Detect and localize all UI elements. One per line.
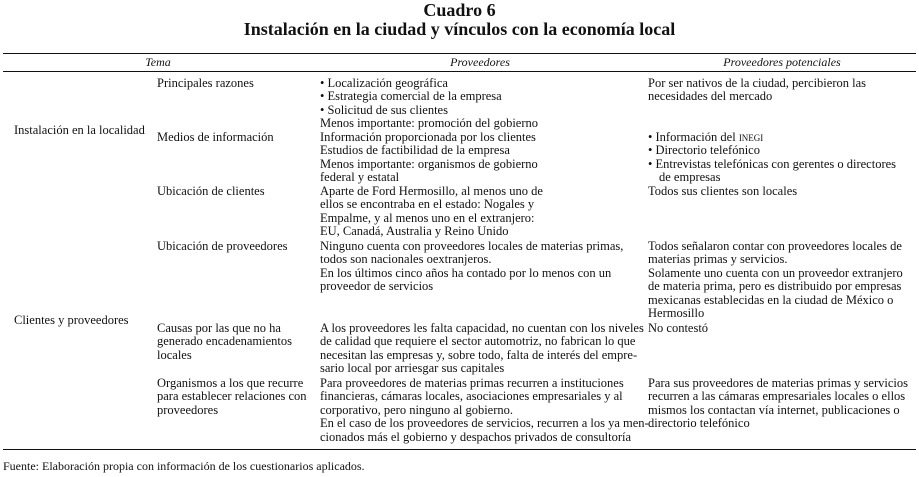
- table-caption-title: Instalación en la ciudad y vínculos con la economía local: [243, 19, 676, 39]
- topic-line: Ubicación de clientes: [157, 184, 265, 198]
- topic-line: Medios de información: [157, 130, 274, 144]
- bottom-rule: [3, 449, 916, 450]
- row-pot-ubicacion-clientes: [648, 185, 797, 198]
- text-line: En los últimos cinco años ha contado por lo menos con un: [320, 265, 612, 280]
- text-line: Ninguno cuenta con proveedores locales de materias primas,: [320, 239, 624, 253]
- text-line: Menos importante: promoción del gobierno: [320, 116, 539, 131]
- text-line: federal y estatal: [320, 170, 400, 185]
- text-line: A los proveedores les falta capacidad, no cuentan con los niveles: [320, 321, 644, 335]
- row-prov-principales-razones: [320, 77, 538, 131]
- topic-line: proveedores: [157, 402, 219, 417]
- topic-line: Causas por las que no ha: [157, 321, 281, 335]
- table-caption-number: Cuadro 6: [423, 0, 496, 20]
- list-item: • Estrategia comercial de la empresa: [320, 89, 502, 104]
- text-line: sario local por arriesgar sus capitales: [320, 361, 505, 376]
- text-line: ellos se encontraba en el estado: Nogales y: [320, 197, 535, 212]
- topic-line: Ubicación de proveedores: [157, 239, 288, 253]
- header-rule: [3, 71, 916, 72]
- text-line: de materia prima, pero es distribuido por empresas: [648, 279, 902, 294]
- row-pot-ubicacion-proveedores: [648, 240, 903, 320]
- text-line: Información proporcionada por los clientes: [320, 130, 536, 144]
- row-pot-causas: [648, 322, 708, 335]
- text-line: financieras, cámaras locales, asociaciones empresariales y al: [320, 389, 623, 404]
- row-pot-organismos: [648, 377, 908, 431]
- text-line: cionados más el gobierno y despachos privados de consultoría: [320, 429, 632, 444]
- row-prov-medios: [320, 131, 538, 185]
- text-line: Todos señalaron contar con proveedores locales de: [648, 239, 902, 253]
- list-item: • Solicitud de sus clientes: [320, 102, 448, 117]
- row-topic-causas: [157, 322, 292, 362]
- text-line: materias primas y servicios.: [648, 252, 788, 267]
- text-line: mexicanas establecidas en la ciudad de México o: [648, 292, 894, 307]
- row-topic-principales-razones: [157, 77, 254, 90]
- text-line: EU, Canadá, Australia y Reino Unido: [320, 224, 509, 239]
- list-item: • Directorio telefónico: [648, 143, 760, 158]
- top-rule: [3, 53, 916, 54]
- topic-line: generado encadenamientos: [157, 334, 293, 349]
- text-line: Para sus proveedores de materias primas y servicios: [648, 376, 908, 390]
- topic-line: locales: [157, 347, 192, 362]
- inegi-acronym: inegi: [738, 130, 764, 144]
- header-tema: Tema: [145, 55, 171, 69]
- topic-line: para establecer relaciones con: [157, 389, 307, 404]
- row-prov-ubicacion-proveedores: [320, 240, 623, 294]
- header-proveedores: Proveedores: [450, 55, 510, 69]
- text-line: Solamente uno cuenta con un proveedor extranjero: [648, 265, 903, 280]
- row-prov-causas: [320, 322, 644, 376]
- row-topic-medios: [157, 131, 274, 144]
- text-line: directorio telefónico: [648, 416, 750, 431]
- text-line: Empalme, y al menos uno en el extranjero:: [320, 210, 535, 225]
- row-pot-medios: [648, 131, 896, 185]
- list-item: • Entrevistas telefónicas con gerentes o directores: [648, 156, 897, 171]
- text-line: Menos importante: organismos de gobierno: [320, 156, 538, 171]
- list-item: • Localización geográfica: [320, 76, 448, 90]
- row-prov-organismos: [320, 377, 649, 444]
- text-line: Aparte de Ford Hermosillo, al menos uno de: [320, 184, 543, 198]
- list-item-text: • Información del: [648, 130, 739, 144]
- text-line: mismos los contactan vía internet, publicaciones o: [648, 402, 900, 417]
- text-line: de empresas: [659, 170, 721, 185]
- topic-line: Organismos a los que recurre: [157, 376, 304, 390]
- list-item: [648, 131, 896, 144]
- row-prov-ubicacion-clientes: [320, 185, 543, 239]
- text-line: Estudios de factibilidad de la empresa: [320, 143, 510, 158]
- text-line: todos son nacionales oextranjeros.: [320, 252, 492, 267]
- text-line: corporativo, pero ninguno al gobierno.: [320, 402, 514, 417]
- group-label-clientes: Clientes y proveedores: [14, 313, 129, 327]
- row-pot-principales-razones: [648, 77, 866, 104]
- topic-line: Principales razones: [157, 76, 254, 90]
- text-line: necesidades del mercado: [648, 89, 773, 104]
- source-footnote: Fuente: Elaboración propia con información de los cuestionarios aplicados.: [3, 459, 365, 473]
- text-line: proveedor de servicios: [320, 279, 434, 294]
- text-line: En el caso de los proveedores de servicios, recurren a los ya men-: [320, 416, 649, 431]
- group-label-instalacion: Instalación en la localidad: [14, 123, 145, 137]
- text-line: Para proveedores de materias primas recurren a instituciones: [320, 376, 624, 390]
- text-line: Por ser nativos de la ciudad, percibieron las: [648, 76, 866, 90]
- row-topic-ubicacion-clientes: [157, 185, 265, 198]
- row-topic-organismos: [157, 377, 307, 417]
- text-line: de calidad que requiere el sector automotriz, no fabrican lo que: [320, 334, 636, 349]
- text-line: Todos sus clientes son locales: [648, 184, 798, 198]
- text-line: Hermosillo: [648, 306, 705, 321]
- text-line: recurren a las cámaras empresariales locales o ellos: [648, 389, 906, 404]
- text-line: necesitan las empresas y, sobre todo, falta de interés del empre-: [320, 347, 638, 362]
- header-potenciales: Proveedores potenciales: [723, 55, 841, 69]
- row-topic-ubicacion-proveedores: [157, 240, 288, 253]
- text-line: No contestó: [648, 321, 709, 335]
